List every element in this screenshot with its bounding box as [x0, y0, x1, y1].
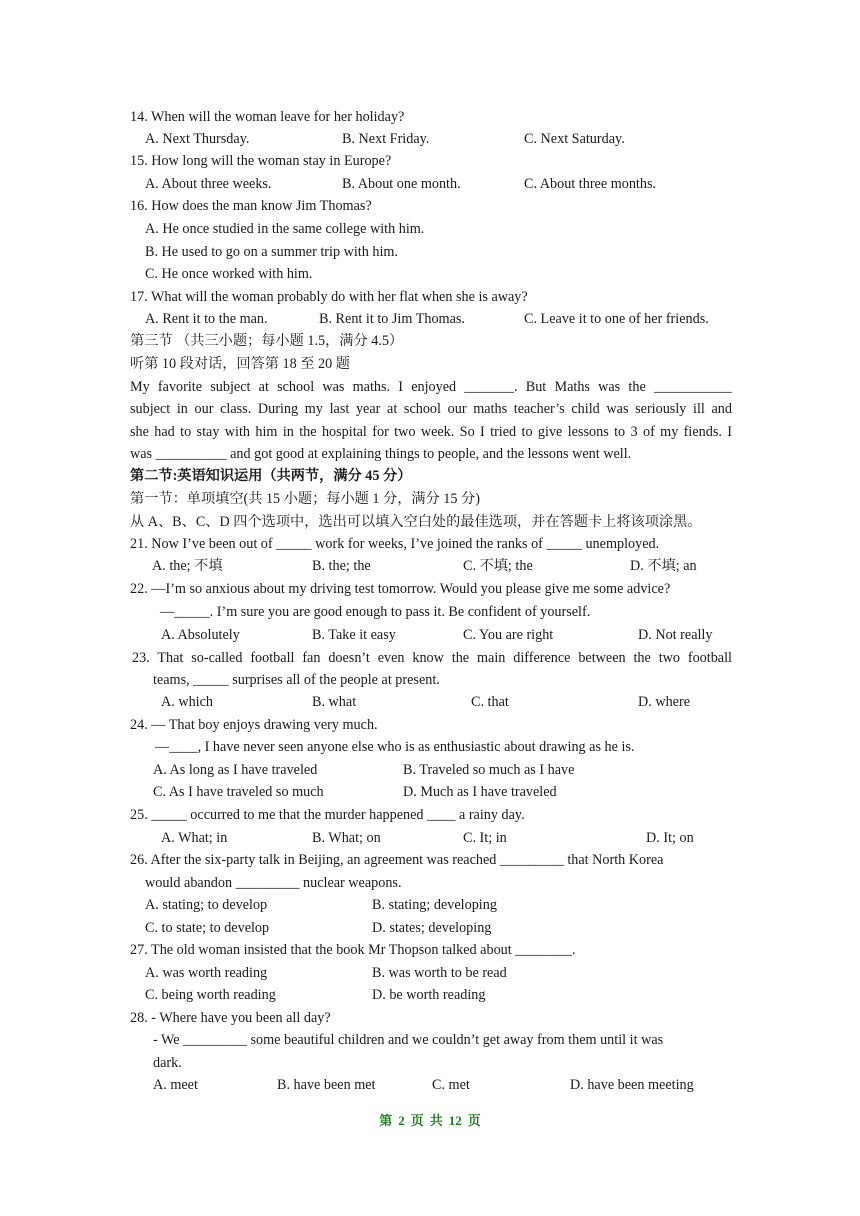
footer-prefix: 第 [379, 1113, 393, 1128]
question-23: 23. That so-called football fan doesn’t even know the main difference between the two football [132, 650, 732, 666]
footer-total-pages: 12 [448, 1113, 462, 1128]
question-16: 16. How does the man know Jim Thomas? [130, 198, 372, 214]
q21-option-c: C. 不填; the [463, 558, 533, 574]
question-14: 14. When will the woman leave for her holiday? [130, 109, 405, 125]
q25-option-c: C. It; in [463, 830, 507, 846]
section-1-instruction: 从 A、B、C、D 四个选项中，选出可以填入空白处的最佳选项，并在答题卡上将该项涂黑。 [130, 514, 702, 530]
question-22: 22. —I’m so anxious about my driving test tomorrow. Would you please give me some advice? [130, 581, 671, 597]
q23-option-b: B. what [312, 694, 357, 710]
q26-option-a: A. stating; to develop [145, 897, 268, 913]
q21-option-b: B. the; the [312, 558, 371, 574]
q22-option-d: D. Not really [638, 627, 713, 643]
q28-option-b: B. have been met [277, 1077, 376, 1093]
question-15: 15. How long will the woman stay in Europe? [130, 153, 392, 169]
q16-option-a: A. He once studied in the same college with him. [145, 221, 425, 237]
q22-option-a: A. Absolutely [161, 627, 240, 643]
q26-option-b: B. stating; developing [372, 897, 497, 913]
passage-line-1: My favorite subject at school was maths. I enjoyed _______. But Maths was the ___________ [130, 379, 732, 395]
q23-continued: teams, _____ surprises all of the people at present. [153, 672, 440, 688]
q14-option-a: A. Next Thursday. [145, 131, 250, 147]
q24-option-c: C. As I have traveled so much [153, 784, 324, 800]
q15-option-c: C. About three months. [524, 176, 657, 192]
q24-option-d: D. Much as I have traveled [403, 784, 557, 800]
section-1-heading: 第一节：单项填空(共 15 小题；每小题 1 分，满分 15 分) [130, 491, 480, 507]
section-3-heading: 第三节 （共三小题；每小题 1.5，满分 4.5） [130, 333, 404, 349]
page-footer [0, 1112, 860, 1130]
q21-option-a: A. the; 不填 [152, 558, 223, 574]
q16-option-b: B. He used to go on a summer trip with him. [145, 244, 398, 260]
question-17: 17. What will the woman probably do with her flat when she is away? [130, 289, 528, 305]
q16-option-c: C. He once worked with him. [145, 266, 313, 282]
q28-option-a: A. meet [153, 1077, 198, 1093]
part-2-heading: 第二节:英语知识运用（共两节，满分 45 分） [130, 468, 412, 484]
q27-option-a: A. was worth reading [145, 965, 268, 981]
q25-option-d: D. It; on [646, 830, 694, 846]
q22-option-c: C. You are right [463, 627, 554, 643]
question-27: 27. The old woman insisted that the book Mr Thopson talked about ________. [130, 942, 576, 958]
q17-option-b: B. Rent it to Jim Thomas. [319, 311, 465, 327]
passage-line-3: she had to stay with him in the hospital for two week. So I tried to give lessons to 3 of my fiends. I [130, 424, 732, 440]
q24-option-b: B. Traveled so much as I have [403, 762, 575, 778]
question-24: 24. — That boy enjoys drawing very much. [130, 717, 378, 733]
q17-option-c: C. Leave it to one of her friends. [524, 311, 709, 327]
footer-total-word: 共 [429, 1113, 443, 1128]
q24-option-a: A. As long as I have traveled [153, 762, 318, 778]
question-25: 25. _____ occurred to me that the murder happened ____ a rainy day. [130, 807, 525, 823]
q23-option-a: A. which [161, 694, 214, 710]
q27-option-c: C. being worth reading [145, 987, 276, 1003]
q22-response: —_____. I’m sure you are good enough to pass it. Be confident of yourself. [160, 604, 591, 620]
q25-option-a: A. What; in [161, 830, 228, 846]
q17-option-a: A. Rent it to the man. [145, 311, 268, 327]
q28-response: - We _________ some beautiful children and we couldn’t get away from them until it was [153, 1032, 664, 1048]
q15-option-a: A. About three weeks. [145, 176, 272, 192]
q26-option-c: C. to state; to develop [145, 920, 270, 936]
q22-option-b: B. Take it easy [312, 627, 396, 643]
q23-option-c: C. that [471, 694, 509, 710]
q26-option-d: D. states; developing [372, 920, 492, 936]
q14-option-b: B. Next Friday. [342, 131, 430, 147]
q26-continued: would abandon _________ nuclear weapons. [145, 875, 402, 891]
q23-option-d: D. where [638, 694, 690, 710]
q21-option-d: D. 不填; an [630, 558, 697, 574]
question-28: 28. - Where have you been all day? [130, 1010, 331, 1026]
question-26: 26. After the six-party talk in Beijing, an agreement was reached _________ that North Korea [130, 852, 664, 868]
q27-option-d: D. be worth reading [372, 987, 486, 1003]
section-3-instruction: 听第 10 段对话，回答第 18 至 20 题 [130, 356, 350, 372]
q28-option-c: C. met [432, 1077, 470, 1093]
q25-option-b: B. What; on [312, 830, 381, 846]
footer-suffix: 页 [467, 1113, 481, 1128]
q27-option-b: B. was worth to be read [372, 965, 507, 981]
question-21: 21. Now I’ve been out of _____ work for weeks, I’ve joined the ranks of _____ unemployed. [130, 536, 660, 552]
footer-page-number: 2 [398, 1113, 405, 1128]
footer-page-word: 页 [410, 1113, 424, 1128]
passage-line-2: subject in our class. During my last year at school our maths teacher’s child was seriously ill and [130, 401, 732, 417]
q28-response-continued: dark. [153, 1055, 182, 1071]
q14-option-c: C. Next Saturday. [524, 131, 625, 147]
q28-option-d: D. have been meeting [570, 1077, 694, 1093]
q24-response: —____, I have never seen anyone else who is as enthusiastic about drawing as he is. [155, 739, 635, 755]
q15-option-b: B. About one month. [342, 176, 461, 192]
passage-line-4: was __________ and got good at explaining things to people, and the lessons went well. [130, 446, 632, 462]
